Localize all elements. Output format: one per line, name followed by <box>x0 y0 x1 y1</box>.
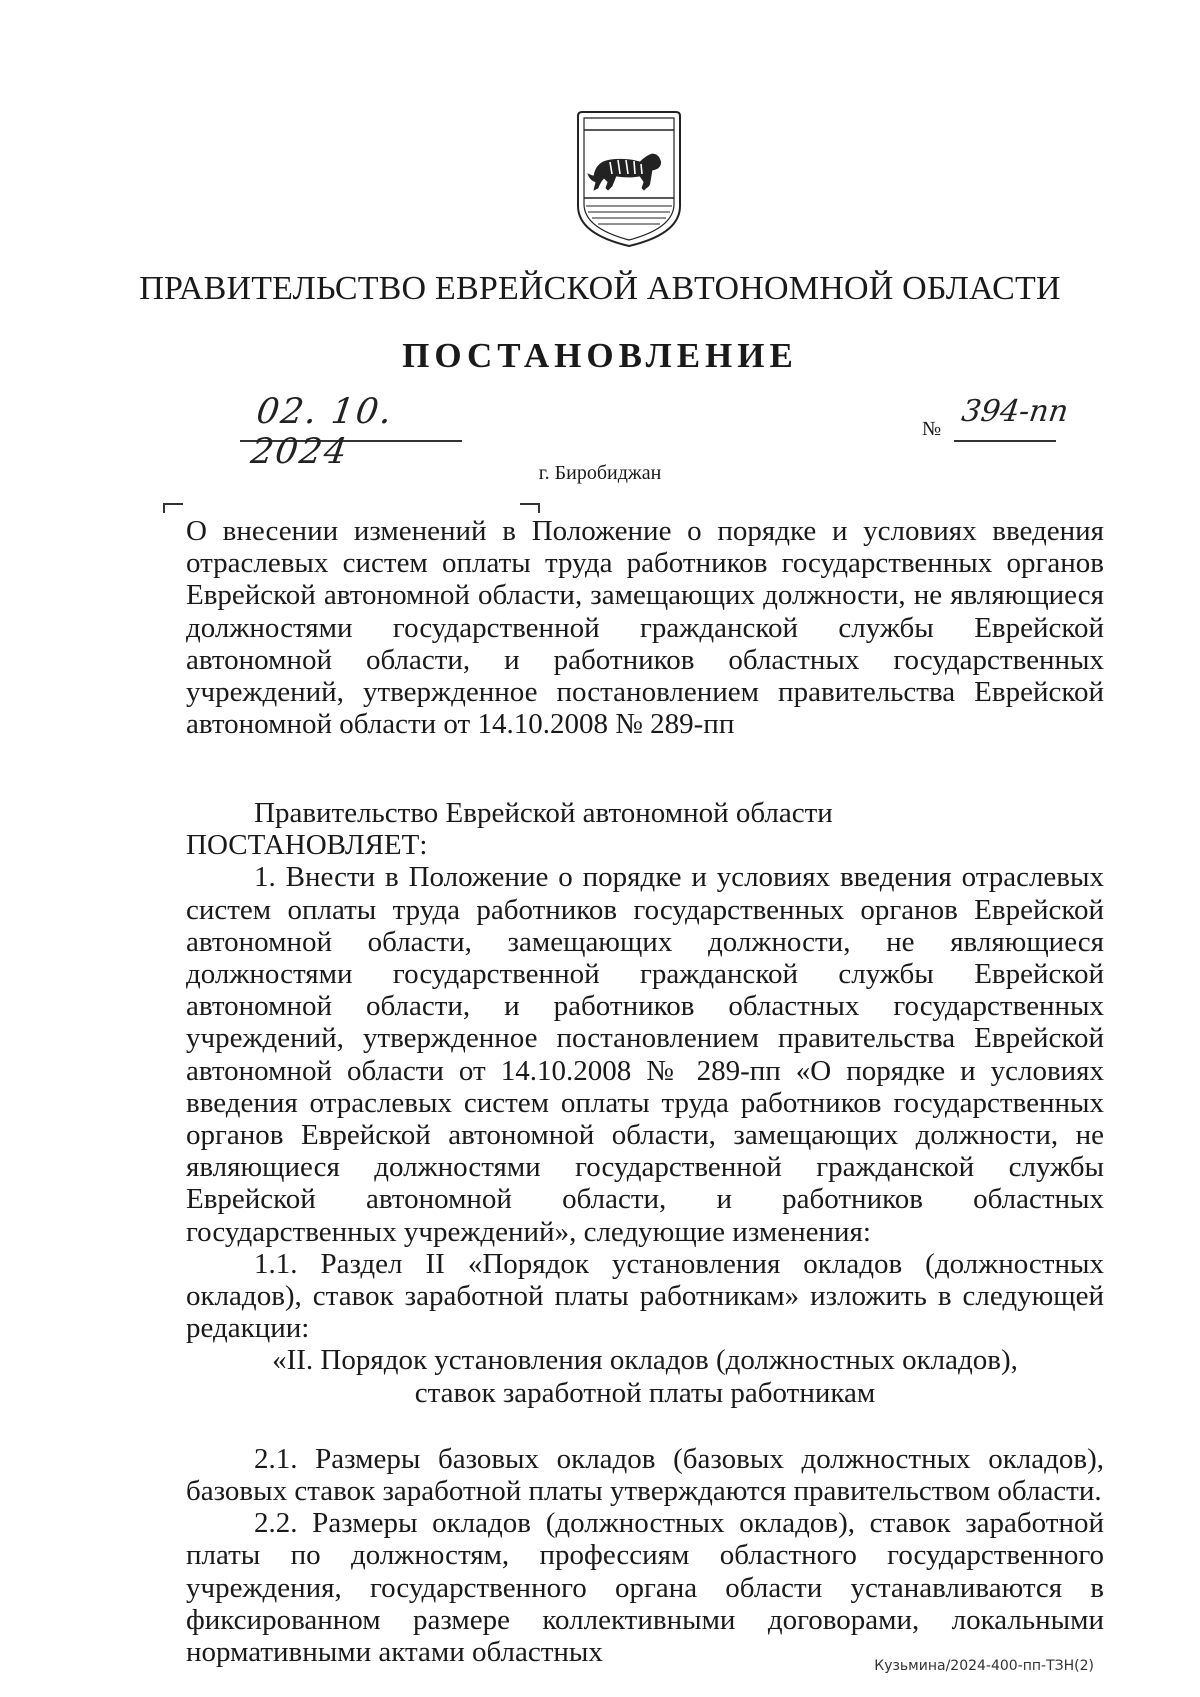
handwritten-number: 394-пп <box>959 394 1071 429</box>
city: г. Биробиджан <box>538 462 662 484</box>
paragraph-item-2-1: 2.1. Размеры базовых окладов (базовых должностных окладов), базовых ставок заработной платы утверждаются правительством области. <box>186 1442 1104 1508</box>
section-heading-line-2: ставок заработной платы работникам <box>414 1376 876 1409</box>
document-title: О внесении изменений в Положение о порядке и условиях введения отраслевых систем оплаты труда работников государственных органов Еврейской автономной области, замещающих должности, не являющиеся должностями государственной гражданской службы Еврейской автономной области, и работников областных государственных учреждений, утвержденное постановлением правительства Еврейской автономной области от 14.10.2008 № 289-пп <box>186 515 1104 741</box>
government-name: ПРАВИТЕЛЬСТВО ЕВРЕЙСКОЙ АВТОНОМНОЙ ОБЛАСТИ <box>139 270 1061 307</box>
date-field <box>240 392 462 472</box>
footer-document-code: Кузьмина/2024-400-пп-ТЗН(2) <box>874 1658 1094 1674</box>
document-body <box>186 797 1104 1668</box>
paragraph-item-2-2: 2.2. Размеры окладов (должностных окладов), ставок заработной платы по должностям, профессиям областного государственного учреждения, государственного органа области устанавливаются в фиксированном размере коллективными договорами, локальными нормативными актами областных <box>186 1507 1104 1669</box>
number-sign: № <box>922 418 942 440</box>
coat-of-arms-emblem <box>574 110 684 248</box>
preamble: Правительство Еврейской автономной области <box>254 797 833 829</box>
paragraph-item-1: 1. Внести в Положение о порядке и условиях введения отраслевых систем оплаты труда работников государственных органов Еврейской автономной области, замещающих должности, не являющиеся должностями государственной гражданской службы Еврейской автономной области, и работников областных государственных учреждений, утвержденное постановлением правительства Еврейской автономной области от 14.10.2008 № 289-пп «О порядке и условиях введения отраслевых систем оплаты труда работников государственных органов Еврейской автономной области, замещающих должности, не являющиеся должностями государственной гражданской службы Еврейской автономной области, и работников областных государственных учреждений», следующие изменения: <box>186 861 1104 1248</box>
number-field <box>954 392 1071 442</box>
handwritten-date: 02. 10. 2024 <box>248 392 397 472</box>
title-bracket-left <box>163 503 183 513</box>
section-heading-line-1: «II. Порядок установления окладов (должностных окладов), <box>272 1344 1018 1377</box>
title-bracket-right <box>520 503 540 513</box>
document-type: ПОСТАНОВЛЕНИЕ <box>402 336 798 375</box>
paragraph-item-1-1: 1.1. Раздел II «Порядок установления окладов (должностных окладов), ставок заработной платы работникам» изложить в следующей редакции: <box>186 1247 1104 1345</box>
spacer <box>186 1409 1104 1443</box>
resolves-word: ПОСТАНОВЛЯЕТ: <box>186 829 428 862</box>
